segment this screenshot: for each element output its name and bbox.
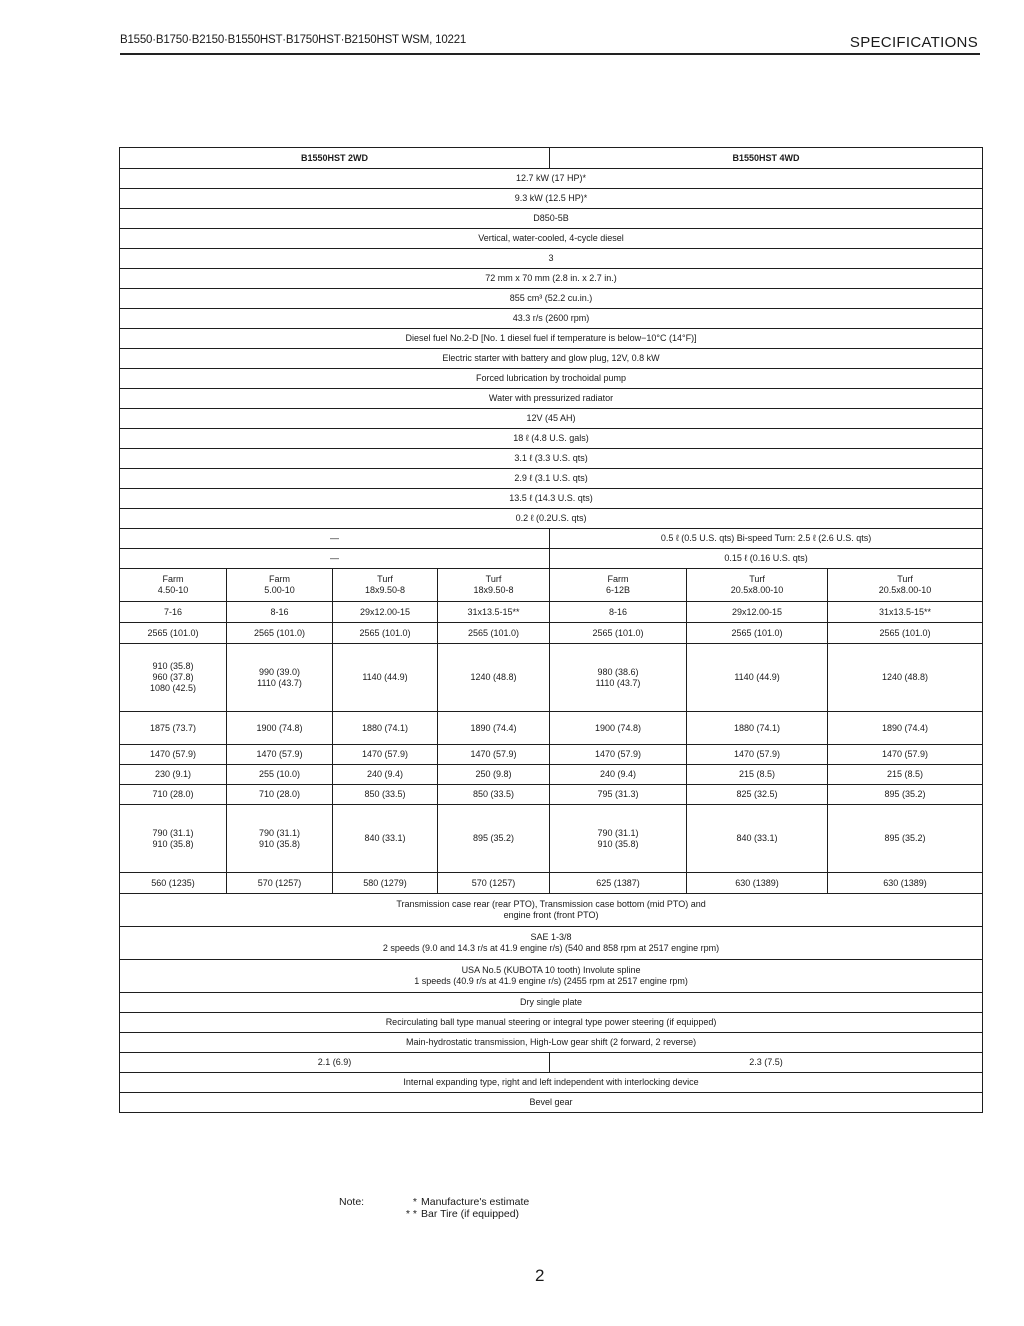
table-row bbox=[120, 329, 983, 349]
spec-value bbox=[227, 805, 333, 873]
table-row bbox=[120, 712, 983, 745]
tire-size: 6-12B bbox=[606, 585, 631, 595]
table-row bbox=[120, 993, 983, 1013]
table-row bbox=[120, 429, 983, 449]
model-header-4wd: B1550HST 4WD bbox=[550, 148, 983, 169]
spec-value: 1470 (57.9) bbox=[687, 745, 828, 765]
table-row bbox=[120, 529, 983, 549]
spec-value bbox=[333, 805, 438, 873]
spec-value: Vertical, water-cooled, 4-cycle diesel bbox=[120, 229, 983, 249]
spec-value: D850-5B bbox=[120, 209, 983, 229]
spec-value bbox=[120, 960, 983, 993]
table-row bbox=[120, 1013, 983, 1033]
spec-value: 2565 (101.0) bbox=[438, 623, 550, 644]
spec-value: 580 (1279) bbox=[333, 873, 438, 894]
spec-value: 29x12.00-15 bbox=[333, 602, 438, 623]
notes: Note: * Manufacture's estimate * * Bar Tire (if equipped) bbox=[339, 1196, 530, 1220]
table-row bbox=[120, 1073, 983, 1093]
cell-line: 910 (35.8) bbox=[258, 838, 301, 849]
tire-type: Turf bbox=[749, 574, 765, 584]
cell-line: 840 (33.1) bbox=[736, 833, 778, 843]
cell-line: 1 speeds (40.9 r/s at 41.9 engine r/s) (2455 rpm at 2517 engine rpm) bbox=[414, 976, 688, 986]
spec-value: 72 mm x 70 mm (2.8 in. x 2.7 in.) bbox=[120, 269, 983, 289]
spec-value bbox=[438, 805, 550, 873]
spec-value-4wd: 0.5 ℓ (0.5 U.S. qts) Bi-speed Turn: 2.5 ℓ (2.6 U.S. qts) bbox=[550, 529, 983, 549]
tire-size: 20.5x8.00-10 bbox=[730, 585, 784, 595]
tire-type: Farm bbox=[269, 574, 290, 584]
tire-size: 4.50-10 bbox=[157, 585, 189, 595]
spec-value: 1470 (57.9) bbox=[333, 745, 438, 765]
spec-value: 630 (1389) bbox=[687, 873, 828, 894]
table-row bbox=[120, 409, 983, 429]
cell-line: Transmission case rear (rear PTO), Transmission case bottom (mid PTO) and bbox=[396, 899, 706, 909]
table-row bbox=[120, 927, 983, 960]
spec-value bbox=[227, 644, 333, 712]
spec-value: 230 (9.1) bbox=[120, 765, 227, 785]
tire-type: Turf bbox=[485, 574, 502, 584]
spec-value: 31x13.5-15** bbox=[438, 602, 550, 623]
header-rule bbox=[120, 53, 980, 55]
spec-value: 625 (1387) bbox=[550, 873, 687, 894]
spec-value: 8-16 bbox=[550, 602, 687, 623]
spec-value: 630 (1389) bbox=[828, 873, 983, 894]
table-row bbox=[120, 805, 983, 873]
spec-value: 12V (45 AH) bbox=[120, 409, 983, 429]
table-row bbox=[120, 269, 983, 289]
table-row bbox=[120, 623, 983, 644]
cell-line: 790 (31.1) bbox=[597, 827, 639, 838]
table-row bbox=[120, 469, 983, 489]
cell-line: 2 speeds (9.0 and 14.3 r/s at 41.9 engine r/s) (540 and 858 rpm at 2517 engine rpm) bbox=[382, 943, 720, 953]
tire-header bbox=[227, 569, 333, 602]
section-title: SPECIFICATIONS bbox=[849, 34, 978, 51]
table-row bbox=[120, 644, 983, 712]
spec-value: 240 (9.4) bbox=[333, 765, 438, 785]
table-row bbox=[120, 148, 983, 169]
spec-value: 2565 (101.0) bbox=[120, 623, 227, 644]
table-row bbox=[120, 369, 983, 389]
spec-value: 1880 (74.1) bbox=[333, 712, 438, 745]
tire-header bbox=[550, 569, 687, 602]
specifications-table bbox=[119, 147, 983, 1113]
spec-value: Water with pressurized radiator bbox=[120, 389, 983, 409]
spec-value: 12.7 kW (17 HP)* bbox=[120, 169, 983, 189]
cell-line: 1080 (42.5) bbox=[149, 683, 197, 693]
cell-line: 910 (35.8) bbox=[152, 838, 194, 849]
spec-value: 850 (33.5) bbox=[438, 785, 550, 805]
spec-value: 1900 (74.8) bbox=[227, 712, 333, 745]
cell-line: 840 (33.1) bbox=[364, 833, 406, 843]
page-number: 2 bbox=[535, 1266, 545, 1285]
tire-size: 20.5x8.00-10 bbox=[878, 585, 932, 595]
spec-value: 1875 (73.7) bbox=[120, 712, 227, 745]
spec-value: 215 (8.5) bbox=[828, 765, 983, 785]
cell-line: 895 (35.2) bbox=[884, 833, 926, 843]
table-row bbox=[120, 209, 983, 229]
spec-value: 7-16 bbox=[120, 602, 227, 623]
spec-value-2wd: — bbox=[120, 529, 550, 549]
spec-value bbox=[438, 644, 550, 712]
tire-header bbox=[333, 569, 438, 602]
spec-value: 855 cm³ (52.2 cu.in.) bbox=[120, 289, 983, 309]
table-row bbox=[120, 1093, 983, 1113]
spec-value: 1470 (57.9) bbox=[550, 745, 687, 765]
table-row bbox=[120, 960, 983, 993]
spec-value: 1890 (74.4) bbox=[828, 712, 983, 745]
table-row bbox=[120, 602, 983, 623]
spec-value: 31x13.5-15** bbox=[828, 602, 983, 623]
spec-value: 1470 (57.9) bbox=[438, 745, 550, 765]
spec-value: 1880 (74.1) bbox=[687, 712, 828, 745]
spec-value: 1470 (57.9) bbox=[828, 745, 983, 765]
spec-value: 895 (35.2) bbox=[828, 785, 983, 805]
table-row bbox=[120, 894, 983, 927]
spec-value-2wd: — bbox=[120, 549, 550, 569]
cell-line: 980 (38.6) bbox=[597, 666, 639, 677]
spec-value: 43.3 r/s (2600 rpm) bbox=[120, 309, 983, 329]
spec-value: Main-hydrostatic transmission, High-Low gear shift (2 forward, 2 reverse) bbox=[120, 1033, 983, 1053]
spec-value: Diesel fuel No.2-D [No. 1 diesel fuel if temperature is below−10°C (14°F)] bbox=[120, 329, 983, 349]
spec-value: 570 (1257) bbox=[227, 873, 333, 894]
spec-value bbox=[687, 644, 828, 712]
spec-value: 2.9 ℓ (3.1 U.S. qts) bbox=[120, 469, 983, 489]
table-row bbox=[120, 249, 983, 269]
spec-value: 710 (28.0) bbox=[120, 785, 227, 805]
spec-value: 29x12.00-15 bbox=[687, 602, 828, 623]
cell-line: engine front (front PTO) bbox=[503, 910, 599, 920]
table-row bbox=[120, 349, 983, 369]
cell-line: 910 (35.8) bbox=[152, 661, 194, 671]
table-row bbox=[120, 289, 983, 309]
table-row bbox=[120, 549, 983, 569]
spec-value: Internal expanding type, right and left independent with interlocking device bbox=[120, 1073, 983, 1093]
cell-line: 910 (35.8) bbox=[597, 838, 639, 849]
tire-size: 5.00-10 bbox=[264, 585, 295, 595]
spec-value bbox=[828, 805, 983, 873]
spec-value: 1890 (74.4) bbox=[438, 712, 550, 745]
spec-value-4wd: 0.15 ℓ (0.16 U.S. qts) bbox=[550, 549, 983, 569]
table-row bbox=[120, 765, 983, 785]
spec-value: Bevel gear bbox=[120, 1093, 983, 1113]
tire-type: Turf bbox=[897, 574, 913, 584]
spec-value bbox=[120, 894, 983, 927]
spec-value: 2565 (101.0) bbox=[333, 623, 438, 644]
table-row bbox=[120, 229, 983, 249]
cell-line: 1110 (43.7) bbox=[257, 677, 302, 688]
tire-type: Farm bbox=[162, 574, 184, 584]
tire-header bbox=[828, 569, 983, 602]
spec-value: 250 (9.8) bbox=[438, 765, 550, 785]
note-item: Manufacture's estimate bbox=[421, 1196, 530, 1208]
table-row bbox=[120, 873, 983, 894]
tire-size: 18x9.50-8 bbox=[364, 585, 406, 595]
table-row bbox=[120, 389, 983, 409]
cell-line: USA No.5 (KUBOTA 10 tooth) Involute spline bbox=[461, 965, 641, 975]
spec-value-2wd: 2.1 (6.9) bbox=[120, 1053, 550, 1073]
spec-value: 1470 (57.9) bbox=[227, 745, 333, 765]
spec-value: 795 (31.3) bbox=[550, 785, 687, 805]
tire-type: Farm bbox=[607, 574, 629, 584]
spec-value bbox=[687, 805, 828, 873]
table-row bbox=[120, 785, 983, 805]
tire-header bbox=[120, 569, 227, 602]
spec-value: 1900 (74.8) bbox=[550, 712, 687, 745]
spec-value: 215 (8.5) bbox=[687, 765, 828, 785]
cell-line: 790 (31.1) bbox=[152, 827, 194, 838]
spec-value: 570 (1257) bbox=[438, 873, 550, 894]
tire-header bbox=[438, 569, 550, 602]
spec-value: 8-16 bbox=[227, 602, 333, 623]
spec-value: 3.1 ℓ (3.3 U.S. qts) bbox=[120, 449, 983, 469]
spec-value: 560 (1235) bbox=[120, 873, 227, 894]
spec-value: 9.3 kW (12.5 HP)* bbox=[120, 189, 983, 209]
note-item: Bar Tire (if equipped) bbox=[421, 1208, 520, 1220]
document-header-models: B1550·B1750·B2150·B1550HST·B1750HST·B2150HST WSM, 10221 bbox=[120, 34, 467, 46]
tire-size: 18x9.50-8 bbox=[473, 585, 514, 595]
table-row bbox=[120, 189, 983, 209]
table-row bbox=[120, 309, 983, 329]
tire-header bbox=[687, 569, 828, 602]
spec-value: Forced lubrication by trochoidal pump bbox=[120, 369, 983, 389]
table-row bbox=[120, 745, 983, 765]
spec-value bbox=[120, 644, 227, 712]
spec-value: 2565 (101.0) bbox=[828, 623, 983, 644]
spec-value: 3 bbox=[120, 249, 983, 269]
spec-value bbox=[120, 927, 983, 960]
spec-value: 13.5 ℓ (14.3 U.S. qts) bbox=[120, 489, 983, 509]
table-row bbox=[120, 1053, 983, 1073]
cell-line: 1240 (48.8) bbox=[470, 672, 517, 682]
spec-value: Dry single plate bbox=[120, 993, 983, 1013]
spec-value: 255 (10.0) bbox=[227, 765, 333, 785]
spec-value: 0.2 ℓ (0.2U.S. qts) bbox=[120, 509, 983, 529]
cell-line: 895 (35.2) bbox=[473, 833, 515, 843]
table-row bbox=[120, 489, 983, 509]
table-row bbox=[120, 169, 983, 189]
cell-line: 990 (39.0) bbox=[258, 666, 301, 677]
spec-value: Electric starter with battery and glow plug, 12V, 0.8 kW bbox=[120, 349, 983, 369]
spec-value bbox=[828, 644, 983, 712]
table-row bbox=[120, 569, 983, 602]
cell-line: 790 (31.1) bbox=[258, 827, 301, 838]
tire-type: Turf bbox=[377, 574, 393, 584]
table-row bbox=[120, 1033, 983, 1053]
spec-value bbox=[550, 805, 687, 873]
spec-value: 240 (9.4) bbox=[550, 765, 687, 785]
spec-value: 825 (32.5) bbox=[687, 785, 828, 805]
cell-line: 1240 (48.8) bbox=[882, 672, 929, 682]
cell-line: 960 (37.8) bbox=[152, 672, 194, 682]
note-label: Note: bbox=[339, 1196, 365, 1208]
cell-line: 1110 (43.7) bbox=[595, 677, 641, 688]
table-row bbox=[120, 449, 983, 469]
spec-value: 1470 (57.9) bbox=[120, 745, 227, 765]
spec-value: 2565 (101.0) bbox=[227, 623, 333, 644]
cell-line: 1140 (44.9) bbox=[362, 672, 408, 682]
cell-line: 1140 (44.9) bbox=[734, 672, 780, 682]
spec-value bbox=[120, 805, 227, 873]
spec-value: 710 (28.0) bbox=[227, 785, 333, 805]
model-header-2wd: B1550HST 2WD bbox=[120, 148, 550, 169]
spec-value bbox=[333, 644, 438, 712]
table-row bbox=[120, 509, 983, 529]
spec-value: 2565 (101.0) bbox=[687, 623, 828, 644]
spec-value bbox=[550, 644, 687, 712]
spec-value: Recirculating ball type manual steering or integral type power steering (if equipped) bbox=[120, 1013, 983, 1033]
spec-value: 18 ℓ (4.8 U.S. gals) bbox=[120, 429, 983, 449]
spec-value-4wd: 2.3 (7.5) bbox=[550, 1053, 983, 1073]
cell-line: SAE 1-3/8 bbox=[530, 932, 572, 942]
spec-value: 2565 (101.0) bbox=[550, 623, 687, 644]
spec-value: 850 (33.5) bbox=[333, 785, 438, 805]
